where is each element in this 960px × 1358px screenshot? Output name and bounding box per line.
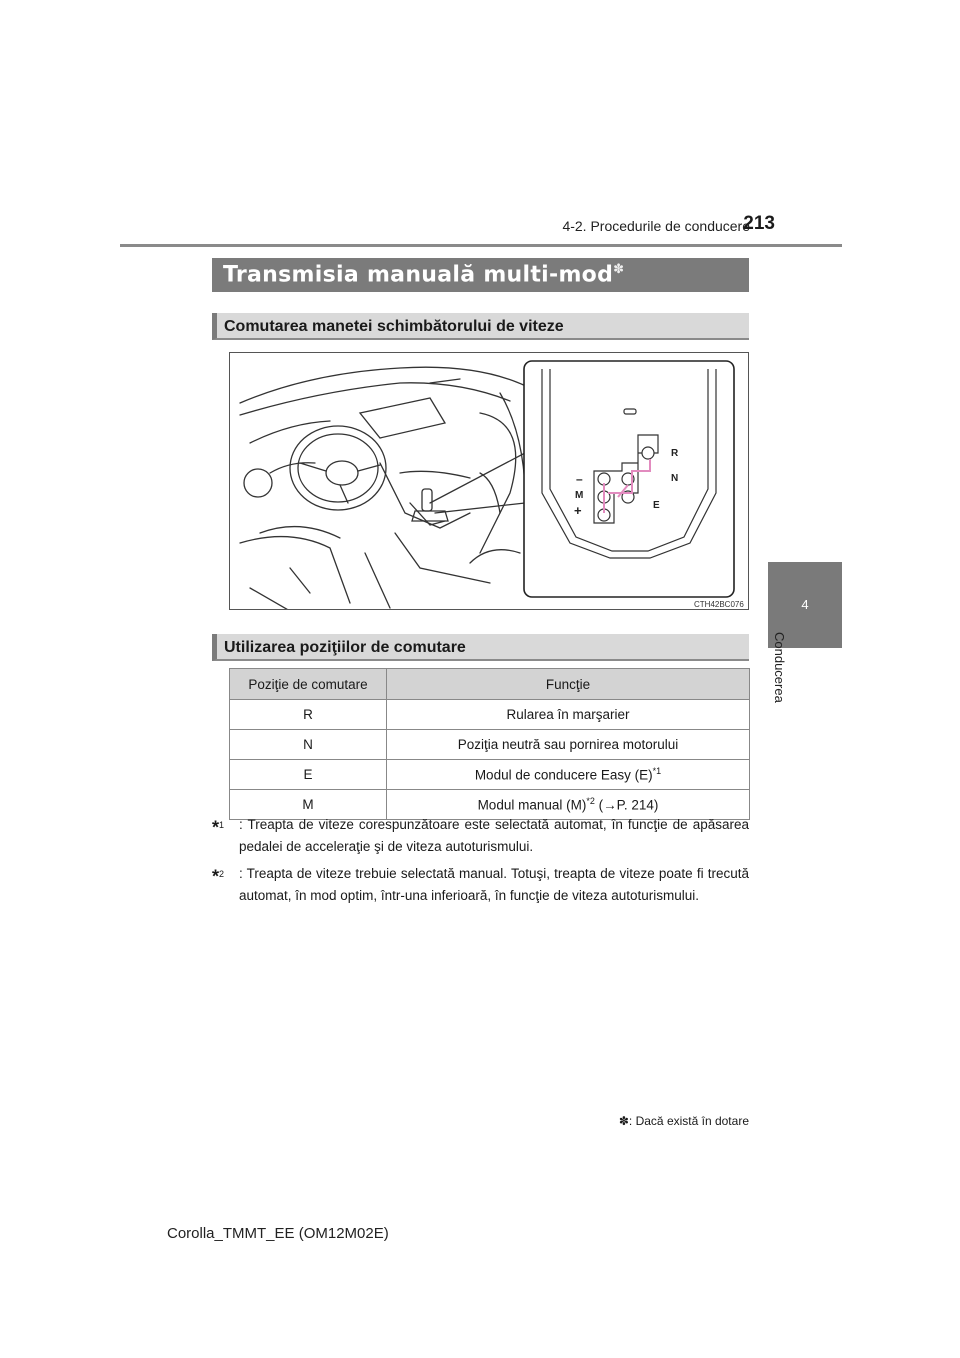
note-marker: *$^2$ bbox=[212, 866, 225, 887]
chapter-tab: 4 bbox=[768, 562, 842, 648]
table-header: Poziţie de comutare bbox=[230, 669, 387, 700]
section-title: 4-2. Procedurile de conducere bbox=[562, 218, 750, 234]
note-text: : Treapta de viteze corespunzătoare este selectată automat, în funcţie de apăsarea pedalei de acceleraţie şi de viteza autoturismului. bbox=[239, 817, 749, 854]
table-header: Funcţie bbox=[387, 669, 750, 700]
optional-star-icon: ✽ bbox=[618, 1114, 629, 1128]
gate-label-plus: + bbox=[574, 503, 582, 518]
figure-code: CTH42BC076 bbox=[694, 600, 744, 609]
footnote-text: : Dacă există în dotare bbox=[628, 1114, 749, 1128]
function-cell: Poziţia neutră sau pornirea motorului bbox=[387, 730, 750, 760]
table-row bbox=[230, 730, 750, 760]
header-divider bbox=[120, 244, 842, 247]
document-id: Corolla_TMMT_EE (OM12M02E) bbox=[167, 1225, 389, 1242]
illustration-svg bbox=[230, 353, 749, 610]
table-row bbox=[230, 700, 750, 730]
table-row bbox=[230, 760, 750, 790]
shift-positions-table bbox=[229, 668, 750, 820]
page-title bbox=[223, 262, 624, 287]
section-heading: Utilizarea poziţiilor de comutare bbox=[224, 639, 466, 656]
gate-label-e: E bbox=[653, 500, 660, 511]
position-cell: M bbox=[230, 790, 387, 820]
position-cell: R bbox=[230, 700, 387, 730]
gate-label-m: M bbox=[575, 490, 584, 501]
note-marker: *$^1$ bbox=[212, 817, 225, 838]
gate-label-n: N bbox=[671, 473, 679, 484]
footnote-mark: *2 bbox=[586, 796, 595, 807]
position-cell: E bbox=[230, 760, 387, 790]
chapter-label: Conducerea bbox=[772, 632, 787, 703]
section-heading: Comutarea manetei schimbătorului de viteze bbox=[224, 318, 564, 335]
availability-footnote bbox=[580, 1114, 749, 1128]
optional-star-icon: ✽ bbox=[613, 262, 625, 277]
page-number: 213 bbox=[743, 213, 775, 234]
shift-lever-illustration bbox=[229, 352, 749, 610]
position-cell: N bbox=[230, 730, 387, 760]
note-text: : Treapta de viteze trebuie selectată manual. Totuşi, treapta de viteze poate fi trecută automat, în mod optim, într-una inferioară, în funcţie de viteza autoturismului. bbox=[239, 866, 749, 903]
page-reference: (→P. 214) bbox=[594, 797, 659, 813]
function-cell: Rularea în marşarier bbox=[387, 700, 750, 730]
note-2 bbox=[212, 863, 749, 907]
function-text: Modul de conducere Easy (E) bbox=[474, 767, 653, 783]
gate-label-r: R bbox=[671, 448, 679, 459]
footnote-mark: *1 bbox=[652, 766, 662, 777]
gate-label-minus: – bbox=[576, 472, 583, 486]
function-text: Modul manual (M) bbox=[477, 797, 587, 813]
function-cell bbox=[387, 760, 750, 790]
note-1 bbox=[212, 814, 749, 858]
page-title-text: Transmisia manuală multi-mod bbox=[223, 262, 614, 288]
